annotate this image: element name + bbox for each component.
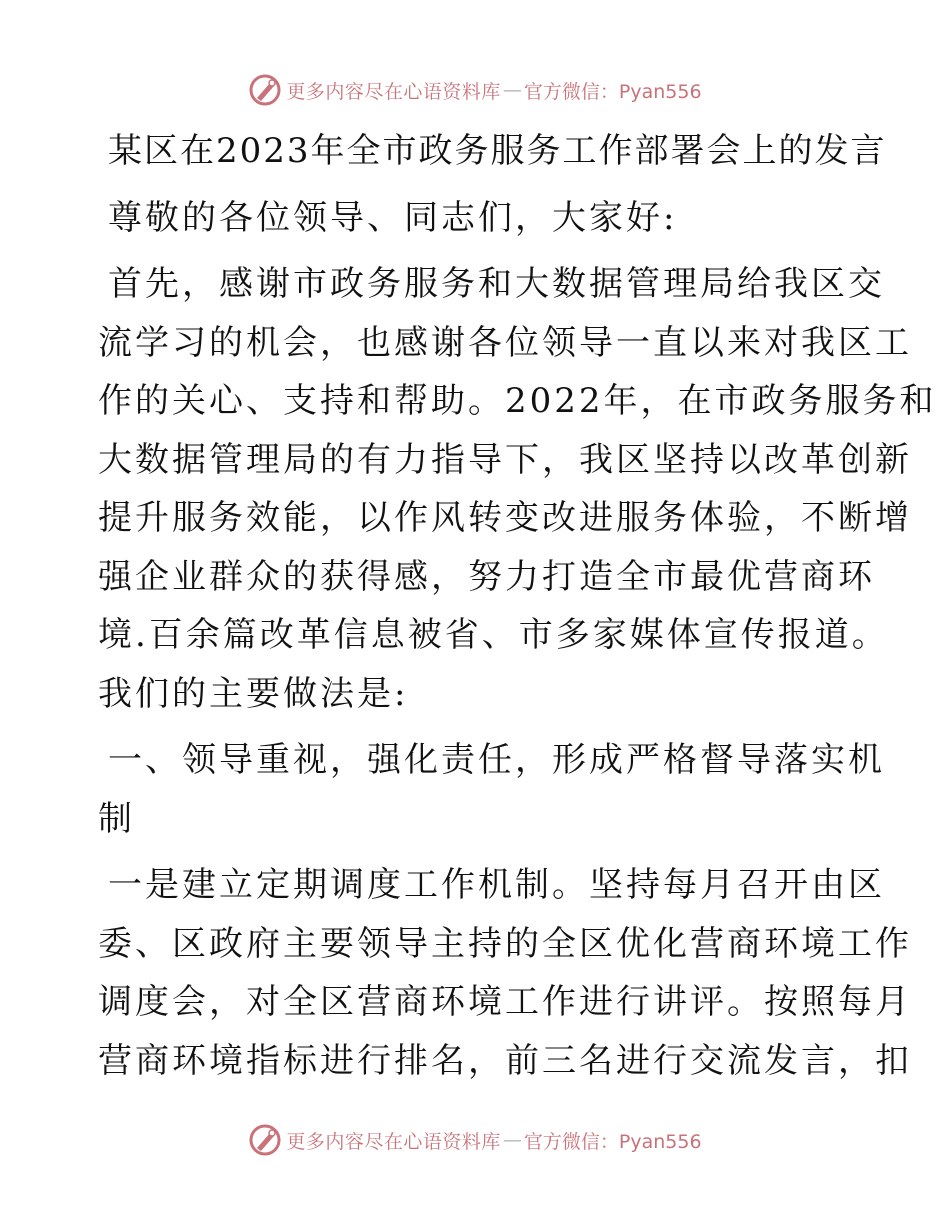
- footer-banner: [0, 1120, 950, 1160]
- banner-wechat: 官方微信：Pyan556: [523, 1130, 702, 1153]
- heading-line: 一、领导重视，强化责任，形成严格督导落实机: [108, 740, 885, 780]
- section-heading: [98, 731, 885, 848]
- paragraph-line: 境.百余篇改革信息被省、市多家媒体宣传报道。: [98, 615, 889, 655]
- paragraph-line: 营商环境指标进行排名，前三名进行交流发言，扣: [98, 1040, 912, 1081]
- paragraph-line: 调度会，对全区营商环境工作进行讲评。按照每月: [98, 982, 912, 1022]
- paragraph-line: 大数据管理局的有力指导下，我区坚持以改革创新: [98, 439, 912, 480]
- paragraph-line: 作的关心、支持和帮助。2022年，在市政务服务和: [98, 381, 937, 421]
- greeting: 尊敬的各位领导、同志们，大家好:: [108, 197, 678, 238]
- banner-text: 更多内容尽在心语资料库: [286, 80, 501, 103]
- banner-wechat: 官方微信：Pyan556: [523, 80, 702, 103]
- document-title: 某区在2023年全市政务服务工作部署会上的发言: [108, 131, 887, 171]
- paragraph-line: 流学习的机会，也感谢各位领导一直以来对我区工: [98, 322, 912, 363]
- banner-dash: —: [502, 1129, 522, 1151]
- paragraph-line: 我们的主要做法是:: [98, 673, 409, 714]
- paragraph-section-1: [98, 856, 912, 1090]
- banner-dash: —: [502, 79, 522, 101]
- paragraph-line: 一是建立定期调度工作机制。坚持每月召开由区: [108, 865, 885, 905]
- heading-line: 制: [98, 798, 135, 839]
- document-body: [98, 122, 937, 1090]
- pen-circle-logo-icon: [248, 1123, 282, 1157]
- paragraph-line: 委、区政府主要领导主持的全区优化营商环境工作: [98, 923, 912, 964]
- paragraph-intro: [98, 255, 937, 723]
- paragraph-line: 强企业群众的获得感，努力打造全市最优营商环: [98, 556, 875, 597]
- header-banner: [0, 70, 950, 110]
- banner-text: 更多内容尽在心语资料库: [286, 1130, 501, 1153]
- paragraph-line: 首先，感谢市政务服务和大数据管理局给我区交: [108, 264, 885, 304]
- pen-circle-logo-icon: [248, 73, 282, 107]
- paragraph-line: 提升服务效能，以作风转变改进服务体验，不断增: [98, 498, 912, 538]
